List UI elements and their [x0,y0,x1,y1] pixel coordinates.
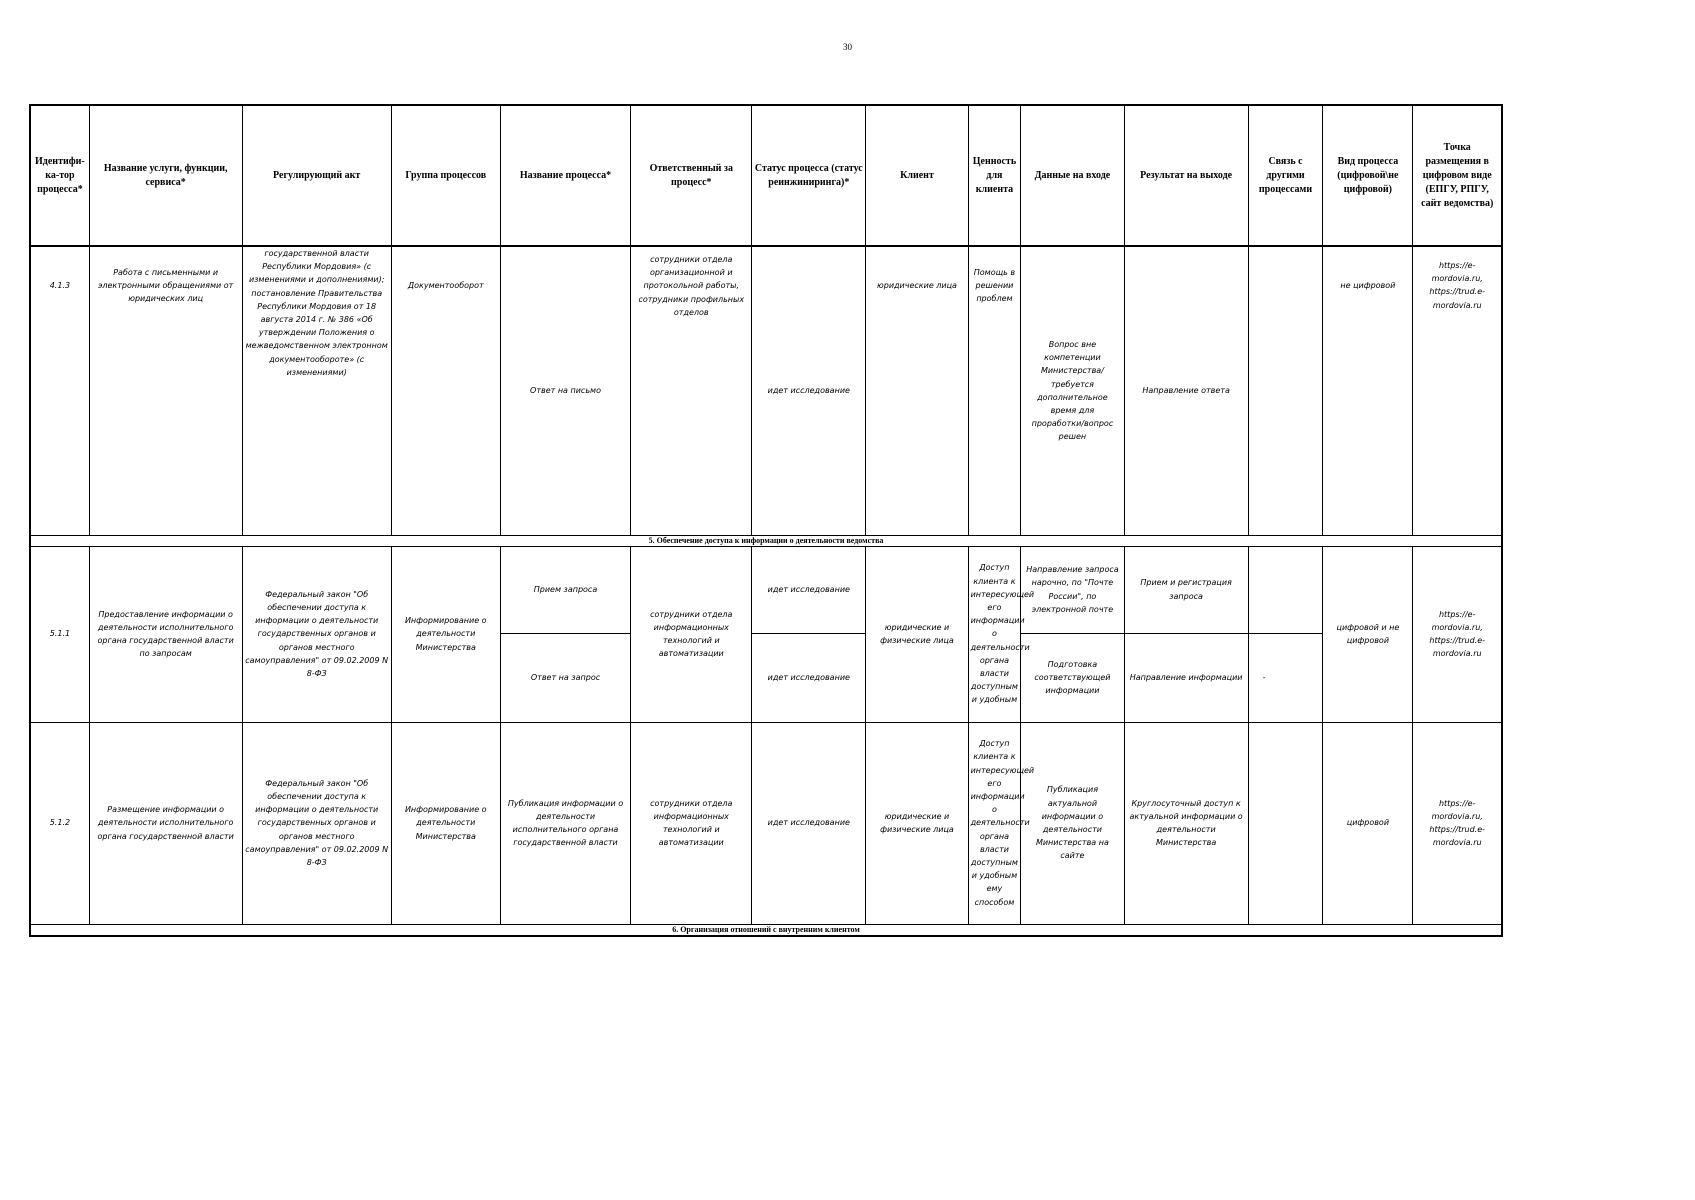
table-row [30,546,1502,633]
header-links: Связь с другими процессами [1248,105,1323,246]
section-6-title: 6. Организация отношений с внутренним клиентом [30,924,1502,936]
cell-responsible: сотрудники отдела информационных технологий и автоматизации [631,722,752,924]
header-process-name: Название процесса* [500,105,631,246]
header-value: Ценность для клиента [968,105,1021,246]
cell-id: 5.1.1 [30,546,89,722]
cell-process-name: Публикация информации о деятельности исполнительного органа государственной власти [500,722,631,924]
process-table [29,104,1503,937]
cell-group: Документооборот [391,246,500,535]
cell-client: юридические и физические лица [866,722,968,924]
cell-output-a: Прием и регистрация запроса [1124,546,1248,633]
header-status: Статус процесса (статус реинжиниринга)* [752,105,866,246]
header-kind: Вид процесса (цифровой\не цифровой) [1323,105,1413,246]
page-number: 30 [843,42,852,52]
section-5-title: 5. Обеспечение доступа к информации о деятельности ведомства [30,535,1502,546]
cell-group: Информирование о деятельности Министерства [391,546,500,722]
cell-links [1248,246,1323,535]
header-act: Регулирующий акт [242,105,391,246]
header-group: Группа процессов [391,105,500,246]
cell-value: Доступ клиента к интересующей его информации о деятельности органа власти доступным и удобным ему способом [968,722,1021,924]
cell-output-b: Направление информации [1124,633,1248,722]
cell-service: Работа с письменными и электронными обращениями от юридических лиц [89,246,242,535]
cell-input-a: Направление запроса нарочно, по "Почте России", по электронной почте [1021,546,1124,633]
cell-service: Размещение информации о деятельности исполнительного органа государственной власти [89,722,242,924]
cell-value: Помощь в решении проблем [968,246,1021,535]
cell-point: https://e-mordovia.ru, https://trud.e-mordovia.ru [1413,722,1502,924]
cell-point: https://e-mordovia.ru, https://trud.e-mordovia.ru [1413,546,1502,722]
cell-kind: не цифровой [1323,246,1413,535]
header-point: Точка размещения в цифровом виде (ЕПГУ, РПГУ, сайт ведомства) [1413,105,1502,246]
cell-links-b: - [1248,633,1323,722]
header-service: Название услуги, функции, сервиса* [89,105,242,246]
cell-responsible: сотрудники отдела информационных технологий и автоматизации [631,546,752,722]
table-row [30,722,1502,924]
cell-output: Круглосуточный доступ к актуальной информации о деятельности Министерства [1124,722,1248,924]
header-id: Идентифи-ка-тор процесса* [30,105,89,246]
section-row [30,924,1502,936]
cell-act: государственной власти Республики Мордовия» (с изменениями и дополнениями); постановление Правительства Республики Мордовия от 18 августа 2014 г. № 386 «Об утверждении Положения о межведомственном электронном документообороте» (с изменениями) [242,246,391,535]
cell-id: 5.1.2 [30,722,89,924]
header-input: Данные на входе [1021,105,1124,246]
cell-process-b: Ответ на запрос [500,633,631,722]
cell-group: Информирование о деятельности Министерства [391,722,500,924]
cell-input: Вопрос вне компетенции Министерства/требуется дополнительное время для проработки/вопрос решен [1021,246,1124,535]
header-output: Результат на выходе [1124,105,1248,246]
cell-id: 4.1.3 [30,246,89,535]
cell-input-b: Подготовка соответствующей информации [1021,633,1124,722]
cell-act: Федеральный закон "Об обеспечении доступа к информации о деятельности государственных органов и органов местного самоуправления" от 09.02.2009 N 8-ФЗ [242,722,391,924]
section-row [30,535,1502,546]
cell-status-b: идет исследование [752,633,866,722]
cell-links-a [1248,546,1323,633]
cell-kind: цифровой [1323,722,1413,924]
cell-value: Доступ клиента к интересующей его информации о деятельности органа власти доступным и удобным [968,546,1021,722]
cell-status: идет исследование [752,246,866,535]
cell-point: https://e-mordovia.ru, https://trud.e-mordovia.ru [1413,246,1502,535]
cell-act: Федеральный закон "Об обеспечении доступа к информации о деятельности государственных органов и органов местного самоуправления" от 09.02.2009 N 8-ФЗ [242,546,391,722]
header-row [30,105,1502,246]
table-row [30,246,1502,535]
cell-process-a: Прием запроса [500,546,631,633]
cell-process-name: Ответ на письмо [500,246,631,535]
header-client: Клиент [866,105,968,246]
cell-links [1248,722,1323,924]
cell-output: Направление ответа [1124,246,1248,535]
cell-kind: цифровой и не цифровой [1323,546,1413,722]
cell-status-a: идет исследование [752,546,866,633]
cell-service: Предоставление информации о деятельности исполнительного органа государственной власти по запросам [89,546,242,722]
cell-responsible: сотрудники отдела организационной и протокольной работы, сотрудники профильных отделов [631,246,752,535]
cell-input: Публикация актуальной информации о деятельности Министерства на сайте [1021,722,1124,924]
header-responsible: Ответственный за процесс* [631,105,752,246]
cell-client: юридические и физические лица [866,546,968,722]
cell-status: идет исследование [752,722,866,924]
cell-client: юридические лица [866,246,968,535]
